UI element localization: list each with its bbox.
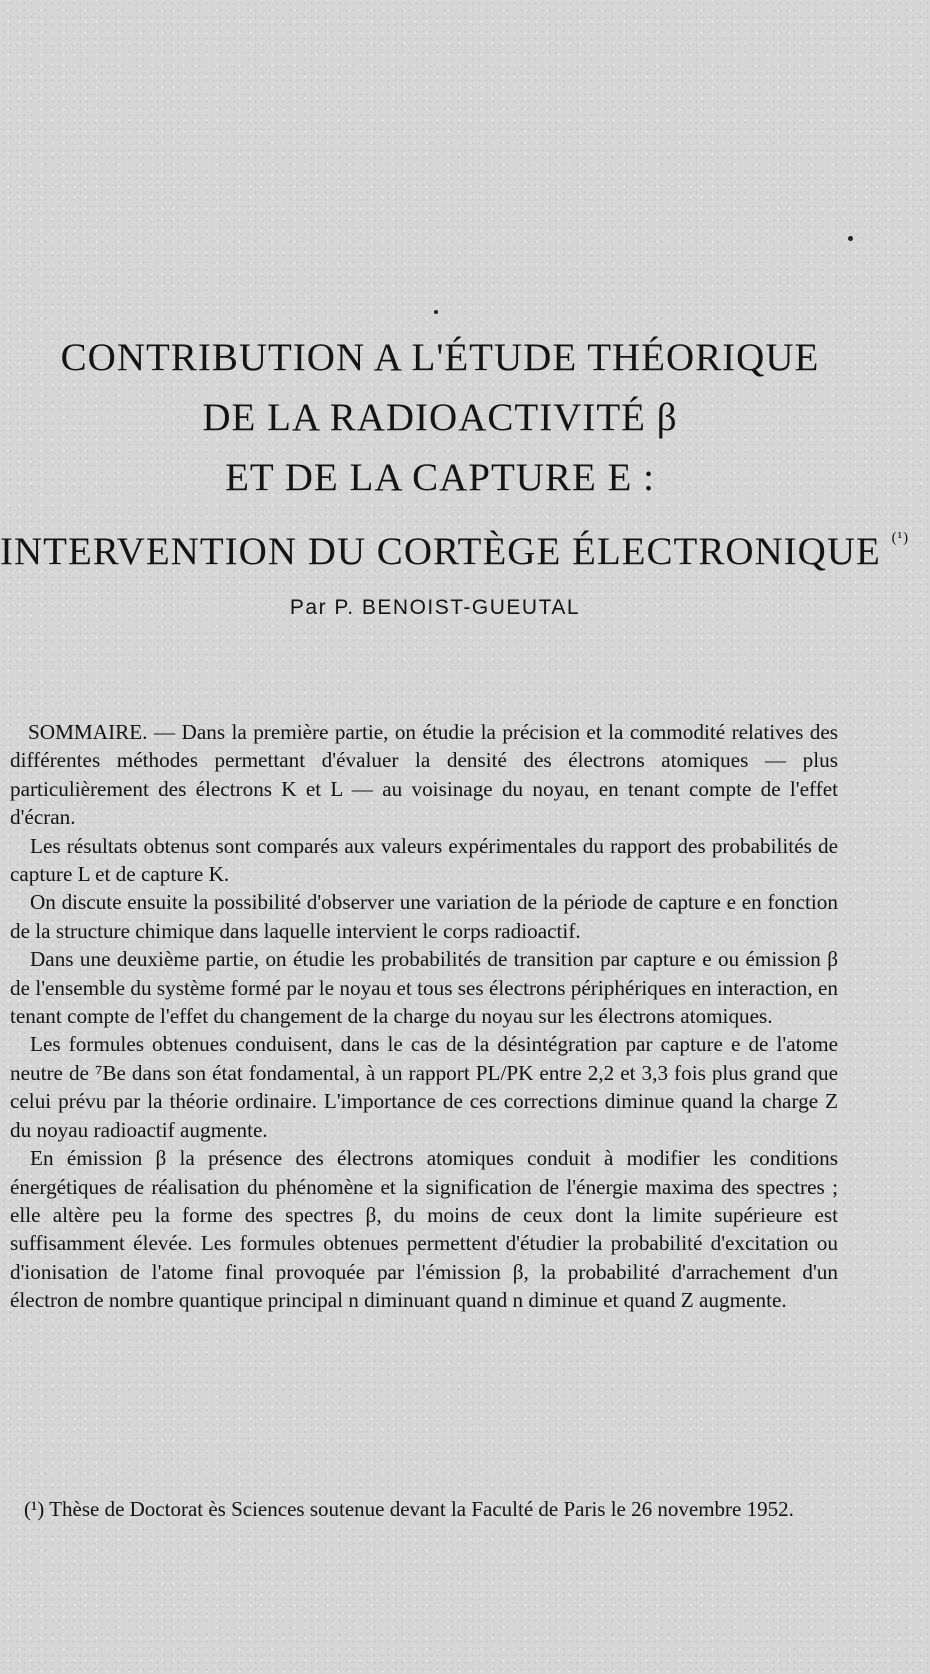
title-line-3: ET DE LA CAPTURE E : <box>225 456 655 499</box>
title-footnote-mark: (¹) <box>891 530 910 546</box>
footnote-paragraph <box>10 1496 838 1523</box>
article-title <box>0 328 910 582</box>
author-line: Par P. BENOIST-GUEUTAL <box>289 596 581 619</box>
footnote-mark: (¹) <box>24 1497 45 1521</box>
summary-paragraph-6: En émission β la présence des électrons atomiques conduit à modifier les conditions énergétiques de réalisation du phénomène et la signification de l'énergie maxima des spectres ; elle altère peu la forme des spectres β, du moins de ceux dont la limite supérieure est suffisamment élevée. Les formules obtenues permettent d'étudier la probabilité d'excitation ou d'ionisation de l'atome final provoquée par l'émission β, la probabilité d'arrachement d'un électron de nombre quantique principal n diminuant quand n diminue et quand Z augmente. <box>10 1146 838 1313</box>
summary-paragraph-5: Les formules obtenues conduisent, dans le cas de la désintégration par capture e de l'atome neutre de ⁷Be dans son état fondamental, à un rapport PL/PK entre 2,2 et 3,3 fois plus grand que celui prévu par la théorie ordinaire. L'importance de ces corrections diminue quand la charge Z du noyau radioactif augmente. <box>10 1032 838 1142</box>
title-line-4-text: INTERVENTION DU CORTÈGE ÉLECTRONIQUE <box>0 530 881 573</box>
summary-paragraph-2: Les résultats obtenus sont comparés aux valeurs expérimentales du rapport des probabilités de capture L et de capture K. <box>10 833 838 887</box>
summary-label: SOMMAIRE. <box>28 720 148 744</box>
print-speck <box>848 236 853 241</box>
title-line-2: DE LA RADIOACTIVITÉ β <box>202 396 678 439</box>
summary-paragraph-1 <box>10 718 838 832</box>
summary-paragraph-4: Dans une deuxième partie, on étudie les probabilités de transition par capture e ou émission β de l'ensemble du système formé par le noyau et tous ses électrons périphériques en interaction, en tenant compte de l'effet du changement de la charge du noyau sur les électrons atomiques. <box>10 947 838 1029</box>
summary-text-1: — Dans la première partie, on étudie la précision et la commodité relatives des différentes méthodes permettant d'évaluer la densité des électrons atomiques — plus particulièrement des électrons K et L — au voisinage du noyau, en tenant compte de l'effet d'écran. <box>10 720 838 830</box>
title-line-4 <box>0 508 910 582</box>
footnote-text: Thèse de Doctorat ès Sciences soutenue devant la Faculté de Paris le 26 novembre 1952. <box>49 1497 794 1521</box>
title-line-1: CONTRIBUTION A L'ÉTUDE THÉORIQUE <box>60 336 820 379</box>
print-speck <box>434 310 438 314</box>
summary-paragraph-3: On discute ensuite la possibilité d'observer une variation de la période de capture e en fonction de la structure chimique dans laquelle intervient le corps radioactif. <box>10 890 838 943</box>
footnote <box>10 1496 838 1523</box>
summary-section <box>10 718 838 1315</box>
